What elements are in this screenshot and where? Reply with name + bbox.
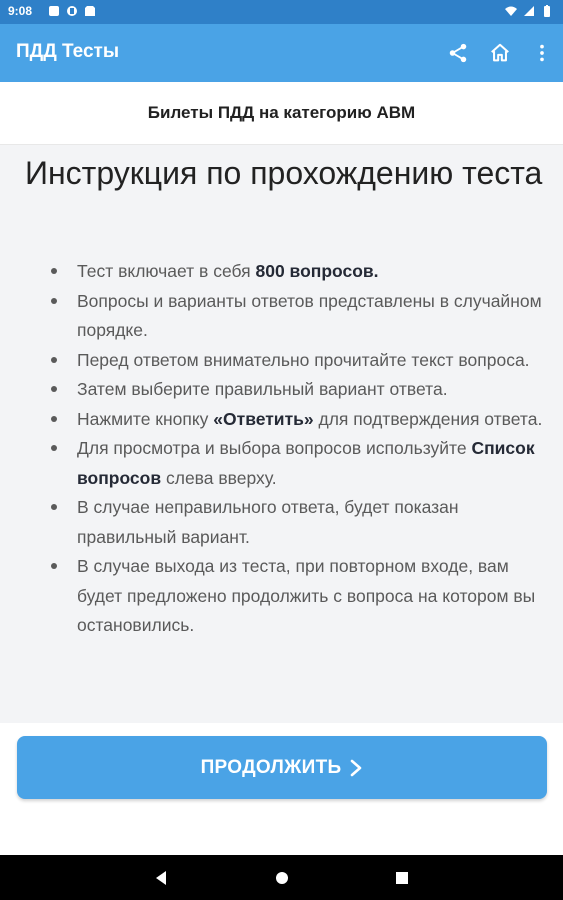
list-item — [27, 375, 547, 405]
nav-home-button[interactable] — [270, 866, 294, 890]
bullet-icon — [51, 563, 57, 569]
list-item — [27, 493, 547, 552]
continue-button[interactable] — [17, 736, 547, 799]
bullet-icon — [51, 445, 57, 451]
item-text: Вопросы и варианты ответов представлены в случайном порядке. — [77, 290, 542, 340]
item-text: Затем выберите правильный вариант ответа. — [77, 379, 448, 399]
bullet-icon — [51, 416, 57, 422]
bullet-icon — [51, 504, 57, 510]
home-circle-icon — [270, 866, 294, 890]
more-options-button[interactable] — [521, 32, 563, 74]
share-button[interactable] — [437, 32, 479, 74]
item-text: В случае неправильного ответа, будет показан правильный вариант. — [77, 497, 459, 547]
status-bar — [0, 0, 563, 24]
item-bold-text: «Ответить» — [213, 408, 314, 429]
item-text: В случае выхода из теста, при повторном входе, вам будет предложено продолжить с вопроса на котором вы остановились. — [77, 556, 536, 635]
bullet-icon — [51, 298, 57, 304]
nav-recents-button[interactable] — [390, 866, 414, 890]
status-right-icons — [505, 5, 553, 17]
battery-icon — [541, 5, 553, 17]
item-text: Нажмите кнопку — [77, 408, 214, 429]
wifi-icon — [505, 5, 517, 17]
signal-icon — [523, 5, 535, 17]
item-text: Тест включает в себя — [77, 261, 256, 281]
list-item — [27, 552, 547, 641]
app-title: ПДД Тесты — [16, 41, 120, 62]
chevron-right-icon — [349, 759, 363, 777]
subheader — [0, 82, 563, 145]
system-nav-bar — [0, 855, 563, 900]
instructions-list — [27, 257, 547, 641]
list-item — [27, 257, 547, 287]
status-time: 9:08 — [8, 4, 33, 18]
list-item — [27, 346, 547, 376]
subheader-title: Билеты ПДД на категорию ABM — [147, 103, 416, 122]
instructions-panel — [0, 145, 563, 723]
item-text: Перед ответом внимательно прочитайте текст вопроса. — [77, 349, 530, 370]
status-left-icons — [48, 5, 96, 17]
item-text-after: слева вверху. — [161, 467, 277, 488]
bullet-icon — [51, 386, 57, 392]
nav-back-button[interactable] — [149, 866, 173, 890]
more-vert-icon — [531, 42, 553, 64]
home-icon — [489, 42, 511, 64]
list-item — [27, 434, 547, 493]
footer-area — [0, 723, 563, 855]
list-item — [27, 287, 547, 346]
item-bold-text: 800 вопросов. — [255, 261, 379, 281]
item-text-after: для подтверждения ответа. — [313, 408, 543, 429]
recents-icon — [390, 866, 414, 890]
share-icon — [447, 42, 469, 64]
app-bar — [0, 24, 563, 82]
continue-label: ПРОДОЛЖИТЬ — [200, 756, 342, 778]
notification-icon — [48, 5, 60, 17]
bullet-icon — [51, 268, 57, 274]
back-icon — [149, 866, 173, 890]
instructions-heading: Инструкция по прохождению теста — [25, 155, 543, 191]
item-bold-text: Список вопросов — [77, 438, 535, 488]
item-text: Для просмотра и выбора вопросов используйте — [77, 438, 472, 458]
app-icon — [66, 5, 78, 17]
list-item — [27, 405, 547, 435]
home-button[interactable] — [479, 32, 521, 74]
app-bar-actions — [437, 24, 563, 82]
storage-icon — [84, 5, 96, 17]
bullet-icon — [51, 357, 57, 363]
